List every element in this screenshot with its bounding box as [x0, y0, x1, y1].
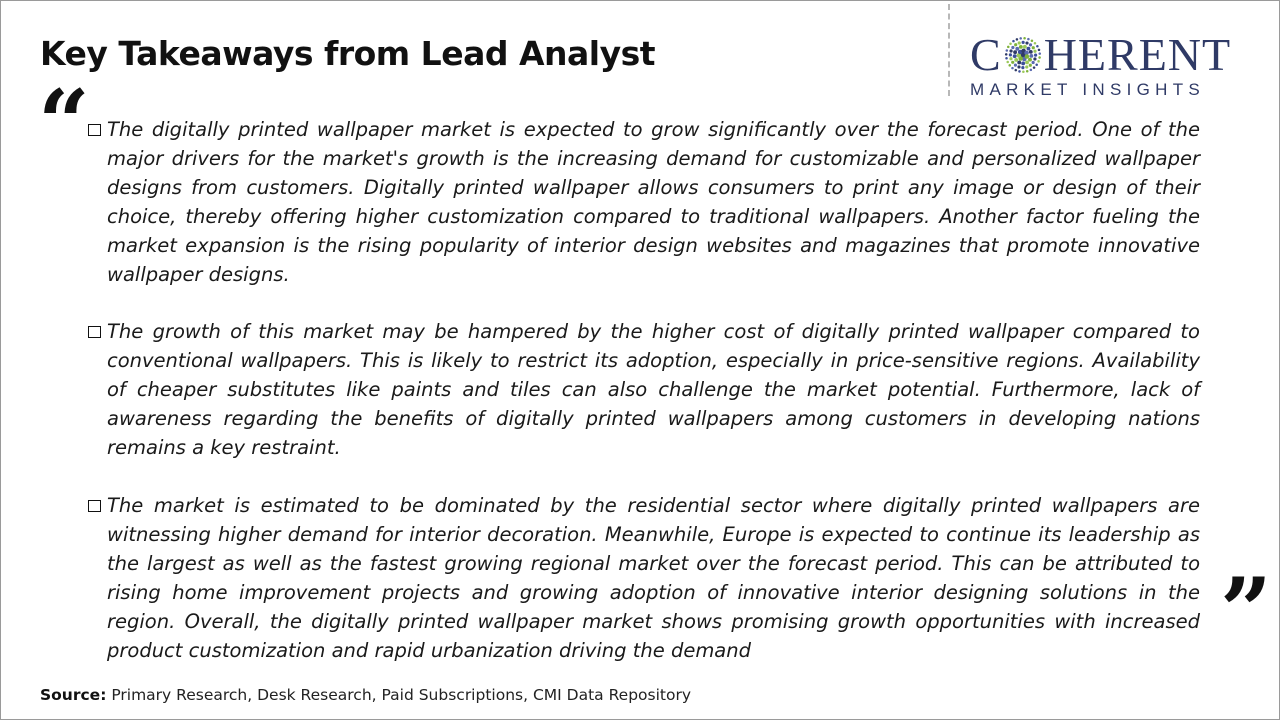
source-text: Primary Research, Desk Research, Paid Subscriptions, CMI Data Repository — [106, 686, 692, 704]
globe-dot — [1029, 54, 1033, 58]
globe-dot — [1031, 61, 1034, 64]
page-title: Key Takeaways from Lead Analyst — [40, 34, 655, 73]
globe-dot — [1026, 70, 1029, 73]
checkbox-square-icon — [88, 500, 101, 512]
globe-dot — [1014, 64, 1017, 67]
globe-dot — [1018, 70, 1021, 73]
company-logo — [970, 29, 1260, 100]
globe-dot — [1028, 58, 1032, 62]
open-quote-icon: “ — [38, 70, 90, 176]
globe-dot — [1008, 53, 1011, 56]
globe-dot — [1025, 60, 1029, 64]
globe-dot — [1038, 56, 1041, 59]
logo-letters-herent: HERENT — [1043, 29, 1232, 80]
globe-dot — [1014, 43, 1017, 46]
globe-dot — [1032, 66, 1035, 69]
dotted-globe-icon — [1003, 35, 1043, 75]
globe-dot — [1014, 69, 1017, 72]
takeaway-text: The growth of this market may be hampered by the higher cost of digitally printed wallpaper compared to conventional wallpapers. This is likely to restrict its adoption, especially in price-sensitive regions. Availability of cheaper substitutes like paints and tiles can also challenge the market potential. Furthermore, lack of awareness regarding the benefits of digitally printed wallpapers among customers in developing nations remains a key restraint. — [107, 320, 1200, 460]
globe-dot — [1037, 49, 1040, 52]
close-quote-icon: ” — [1220, 558, 1272, 664]
globe-dot — [1021, 61, 1025, 65]
globe-dot — [1015, 47, 1019, 51]
globe-dot — [1017, 65, 1020, 68]
globe-dot — [1007, 46, 1010, 49]
globe-dot — [1031, 46, 1034, 49]
globe-dot — [1019, 37, 1022, 40]
globe-dot — [1012, 54, 1016, 58]
globe-dot — [1025, 65, 1028, 68]
globe-dot — [1021, 41, 1024, 44]
globe-dot — [1017, 41, 1020, 44]
globe-dot — [1028, 64, 1031, 67]
globe-dot — [1033, 42, 1036, 45]
globe-dot — [1005, 49, 1008, 52]
takeaway-text: The digitally printed wallpaper market is expected to grow significantly over the forecast period. One of the major drivers for the market's growth is the increasing demand for customizable and personalized wallpaper designs from customers. Digitally printed wallpaper allows consumers to print any image or design of their choice, thereby offering higher customization compared to traditional wallpapers. Another factor fueling the market expansion is the rising popularity of interior design websites and magazines that promote innovative wallpaper designs. — [107, 118, 1200, 286]
globe-dot — [1035, 63, 1038, 66]
globe-dot — [1029, 50, 1033, 54]
logo-letter-c: C — [970, 29, 1002, 80]
globe-dot — [1008, 64, 1011, 67]
globe-dot — [1033, 57, 1036, 60]
globe-dot — [1033, 50, 1036, 53]
globe-dot — [1009, 57, 1012, 60]
takeaway-text: The market is estimated to be dominated by the residential sector where digitally printed wallpapers are witnessing higher demand for interior decoration. Meanwhile, Europe is expected to continue its leadership as the largest as well as the fastest growing regional market over the forecast period. This can be attributed to rising home improvement projects and growing adoption of innovative interior designing solutions in the region. Overall, the digitally printed wallpaper market shows promising growth opportunities with increased product customization and rapid urbanization driving the demand — [107, 493, 1200, 662]
globe-dot — [1034, 54, 1037, 57]
globe-dot — [1024, 54, 1029, 59]
globe-dot — [1009, 42, 1012, 45]
globe-dot — [1038, 52, 1041, 55]
globe-dot — [1015, 38, 1018, 41]
globe-dot — [1029, 69, 1032, 72]
logo-wordmark — [970, 29, 1260, 80]
globe-dot — [1005, 57, 1008, 60]
globe-dot — [1011, 46, 1014, 49]
globe-dot — [1013, 50, 1017, 54]
checkbox-square-icon — [88, 124, 101, 136]
globe-dot — [1014, 58, 1018, 62]
globe-dot — [1009, 49, 1012, 52]
globe-dot — [1026, 47, 1030, 51]
globe-dot — [1019, 45, 1023, 49]
globe-dot — [1011, 61, 1014, 64]
source-label: Source: — [40, 686, 107, 704]
list-item — [86, 318, 1200, 463]
globe-dot — [1011, 67, 1014, 70]
globe-dot — [1029, 43, 1032, 46]
logo-subtitle: MARKET INSIGHTS — [970, 80, 1206, 99]
globe-dot — [1030, 40, 1033, 43]
globe-dot — [1027, 38, 1030, 41]
globe-dot — [1036, 45, 1039, 48]
list-item — [86, 492, 1200, 665]
checkbox-square-icon — [88, 326, 101, 338]
globe-dot — [1021, 66, 1024, 69]
globe-dot — [1017, 61, 1021, 65]
globe-dot — [1005, 53, 1008, 56]
globe-dot — [1022, 71, 1025, 74]
globe-dot — [1023, 45, 1027, 49]
globe-dot — [1012, 40, 1015, 43]
globe-dot — [1025, 41, 1028, 44]
globe-dot — [1006, 61, 1009, 64]
globe-dot — [1037, 60, 1040, 63]
source-note — [40, 686, 691, 704]
logo-divider — [948, 4, 950, 96]
takeaway-list — [86, 116, 1200, 694]
globe-dot — [1023, 37, 1026, 40]
list-item — [86, 116, 1200, 289]
